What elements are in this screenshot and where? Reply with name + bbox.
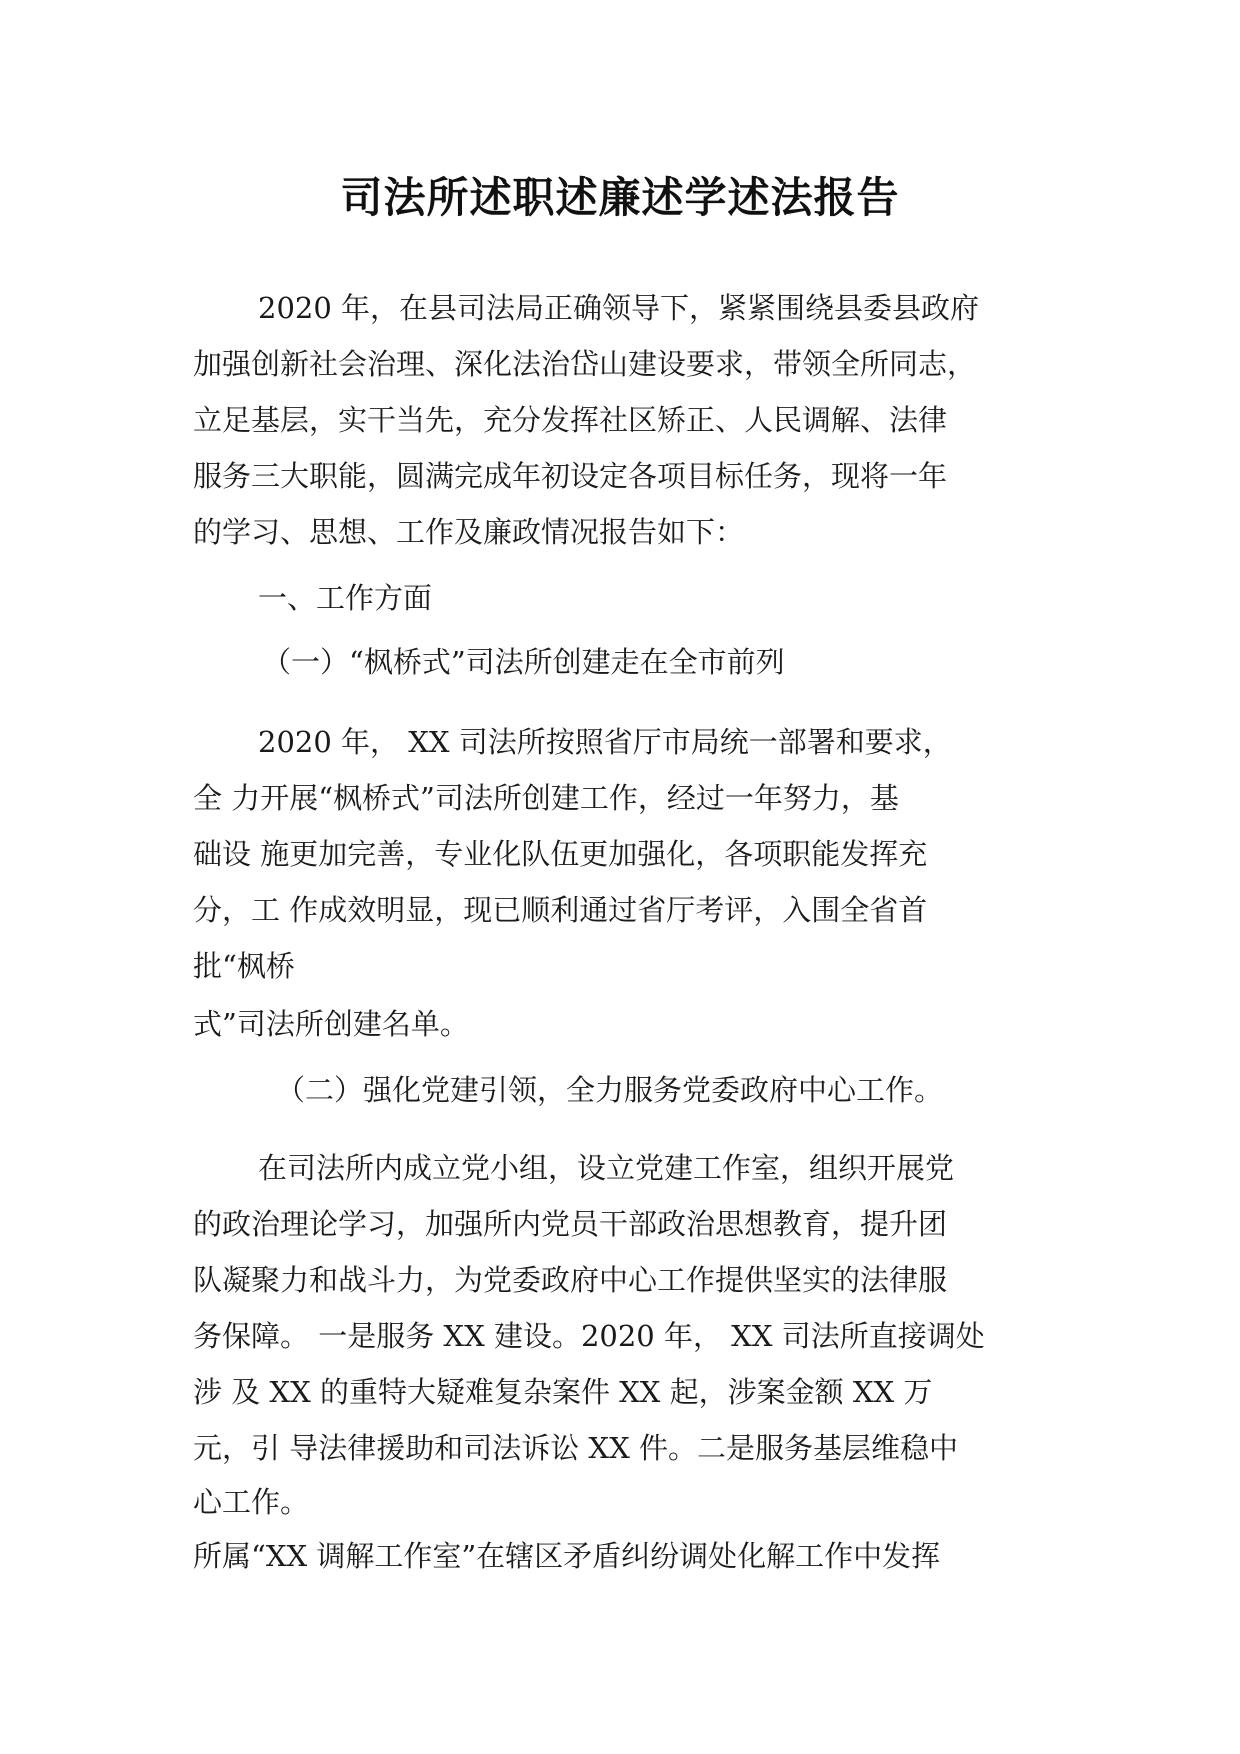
section-heading: 一、工作方面 bbox=[258, 581, 433, 615]
subsection-heading: （一）“枫桥式”司法所创建走在全市前列 bbox=[262, 645, 785, 679]
paragraph-line: 2020 年， XX 司法所按照省厅市局统一部署和要求， bbox=[258, 725, 952, 759]
paragraph-line: 所属“XX 调解工作室”在辖区矛盾纠纷调处化解工作中发挥 bbox=[193, 1539, 941, 1573]
paragraph-line: 队凝聚力和战斗力，为党委政府中心工作提供坚实的法律服 bbox=[193, 1263, 948, 1297]
paragraph-line: 加强创新社会治理、深化法治岱山建设要求，带领全所同志， bbox=[193, 347, 977, 381]
paragraph-line: 分，工 作成效明显，现已顺利通过省厅考评，入围全省首 bbox=[193, 893, 928, 927]
paragraph-line: 心工作。 bbox=[193, 1485, 310, 1519]
paragraph-line: 务保障。 一是服务 XX 建设。2020 年， XX 司法所直接调处 bbox=[193, 1319, 985, 1353]
document-title: 司法所述职述廉述学述法报告 bbox=[340, 173, 900, 222]
paragraph-line: 元，引 导法律援助和司法诉讼 XX 件。二是服务基层维稳中 bbox=[193, 1431, 958, 1465]
paragraph-line: 批“枫桥 bbox=[193, 949, 295, 983]
paragraph-line: 服务三大职能，圆满完成年初设定各项目标任务，现将一年 bbox=[193, 459, 948, 493]
paragraph-line: 全 力开展“枫桥式”司法所创建工作，经过一年努力，基 bbox=[193, 781, 899, 815]
paragraph-line: 础设 施更加完善，专业化队伍更加强化，各项职能发挥充 bbox=[193, 837, 928, 871]
paragraph-line: 涉 及 XX 的重特大疑难复杂案件 XX 起，涉案金额 XX 万 bbox=[193, 1375, 933, 1409]
paragraph-line: 的学习、思想、工作及廉政情况报告如下： bbox=[193, 515, 745, 549]
paragraph-line: 在司法所内成立党小组，设立党建工作室，组织开展党 bbox=[258, 1151, 955, 1185]
paragraph-line: 的政治理论学习，加强所内党员干部政治思想教育，提升团 bbox=[193, 1207, 948, 1241]
paragraph-line: 2020 年，在县司法局正确领导下，紧紧围绕县委县政府 bbox=[258, 291, 980, 325]
paragraph-line: 立足基层，实干当先，充分发挥社区矫正、人民调解、法律 bbox=[193, 403, 948, 437]
subsection-heading: （二）强化党建引领，全力服务党委政府中心工作。 bbox=[276, 1073, 944, 1107]
paragraph-line: 式”司法所创建名单。 bbox=[193, 1007, 469, 1041]
